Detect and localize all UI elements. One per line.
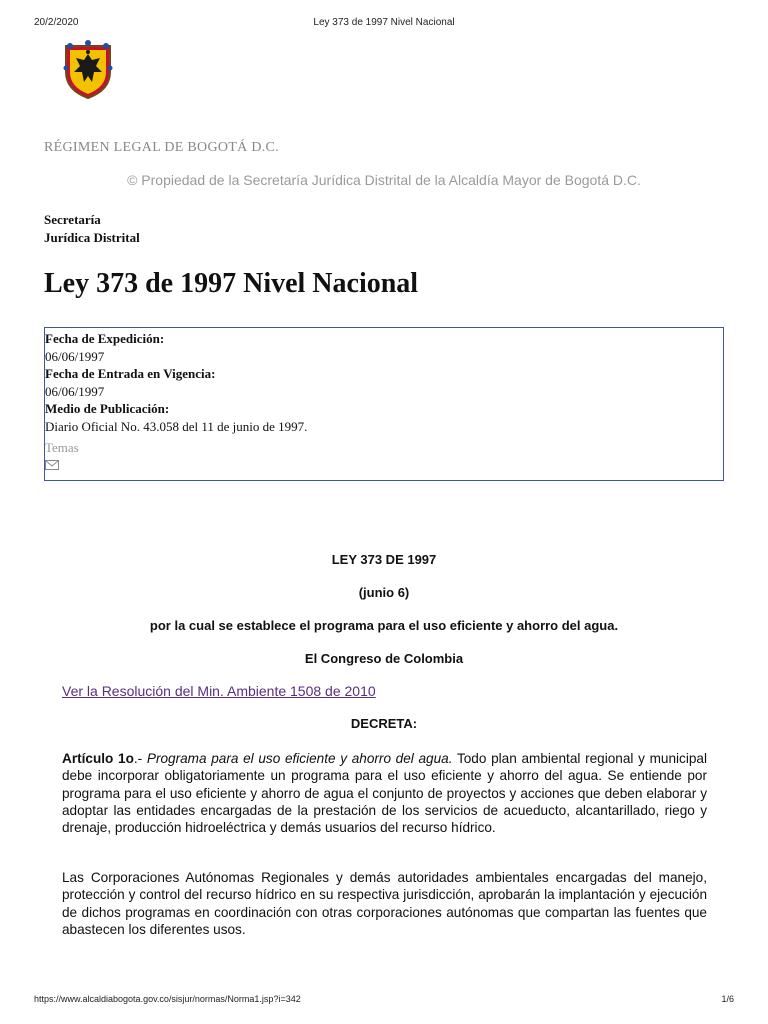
- law-subject: por la cual se establece el programa para el uso eficiente y ahorro del agua.: [149, 618, 619, 633]
- article-1-paragraph-2: Las Corporaciones Autónomas Regionales y demás autoridades ambientales encargadas del manejo, protección y control del recurso hídrico en su respectiva jurisdicción, aprobarán la implantación y ejecución de dichos programas en coordinación con otras corporaciones autónomas que compartan las fuentes que abastecen los diferentes usos.: [62, 870, 707, 937]
- fecha-expedicion-value: 06/06/1997: [45, 348, 105, 364]
- print-footer-url: https://www.alcaldiabogota.gov.co/sisjur/normas/Norma1.jsp?i=342: [34, 994, 301, 1004]
- fecha-vigencia-value: 06/06/1997: [45, 383, 105, 399]
- site-regimen-heading: RÉGIMEN LEGAL DE BOGOTÁ D.C.: [44, 140, 279, 155]
- print-page-number: 1/6: [721, 994, 734, 1004]
- copyright-notice: © Propiedad de la Secretaría Jurídica Distrital de la Alcaldía Mayor de Bogotá D.C.: [127, 172, 641, 188]
- article-1-separator: .-: [133, 751, 147, 766]
- print-title: Ley 373 de 1997 Nivel Nacional: [313, 17, 455, 28]
- temas-link[interactable]: Temas: [45, 440, 79, 455]
- law-date: (junio 6): [358, 585, 410, 600]
- org-name-line1: Secretaría: [44, 212, 101, 227]
- article-1-paragraph: [62, 750, 707, 836]
- article-1-text: Todo plan ambiental regional y municipal debe incorporar obligatoriamente un programa para el uso eficiente y ahorro del agua. Se entiende por programa para el uso eficiente y ahorro de agua el conjunto de proyectos y acciones que deben elaborar y adoptar las entidades encargadas de la prestación de los servicios de acueducto, alcantarillado, riego y drenaje, producción hidroeléctrica y demás usuarios del recurso hídrico.: [62, 751, 707, 836]
- resolution-link[interactable]: Ver la Resolución del Min. Ambiente 1508 de 2010: [62, 683, 376, 699]
- article-1-label: Artículo 1o: [62, 751, 134, 766]
- org-name-line2: Jurídica Distrital: [44, 230, 140, 245]
- org-name: [44, 211, 140, 247]
- document-metadata-box: [44, 327, 724, 481]
- article-1-title: Programa para el uso eficiente y ahorro del agua.: [146, 751, 453, 766]
- bogota-coat-of-arms-icon: [62, 38, 114, 100]
- congress-line: El Congreso de Colombia: [304, 651, 464, 666]
- law-heading: LEY 373 DE 1997: [331, 552, 437, 567]
- print-date: 20/2/2020: [34, 17, 79, 28]
- envelope-icon[interactable]: [45, 459, 59, 471]
- fecha-vigencia-label: Fecha de Entrada en Vigencia:: [45, 366, 216, 381]
- fecha-expedicion-label: Fecha de Expedición:: [45, 331, 165, 346]
- medio-publicacion-label: Medio de Publicación:: [45, 401, 170, 416]
- page-title: Ley 373 de 1997 Nivel Nacional: [44, 268, 419, 299]
- decreta-heading: DECRETA:: [350, 716, 418, 731]
- medio-publicacion-value: Diario Oficial No. 43.058 del 11 de junio de 1997.: [45, 418, 308, 434]
